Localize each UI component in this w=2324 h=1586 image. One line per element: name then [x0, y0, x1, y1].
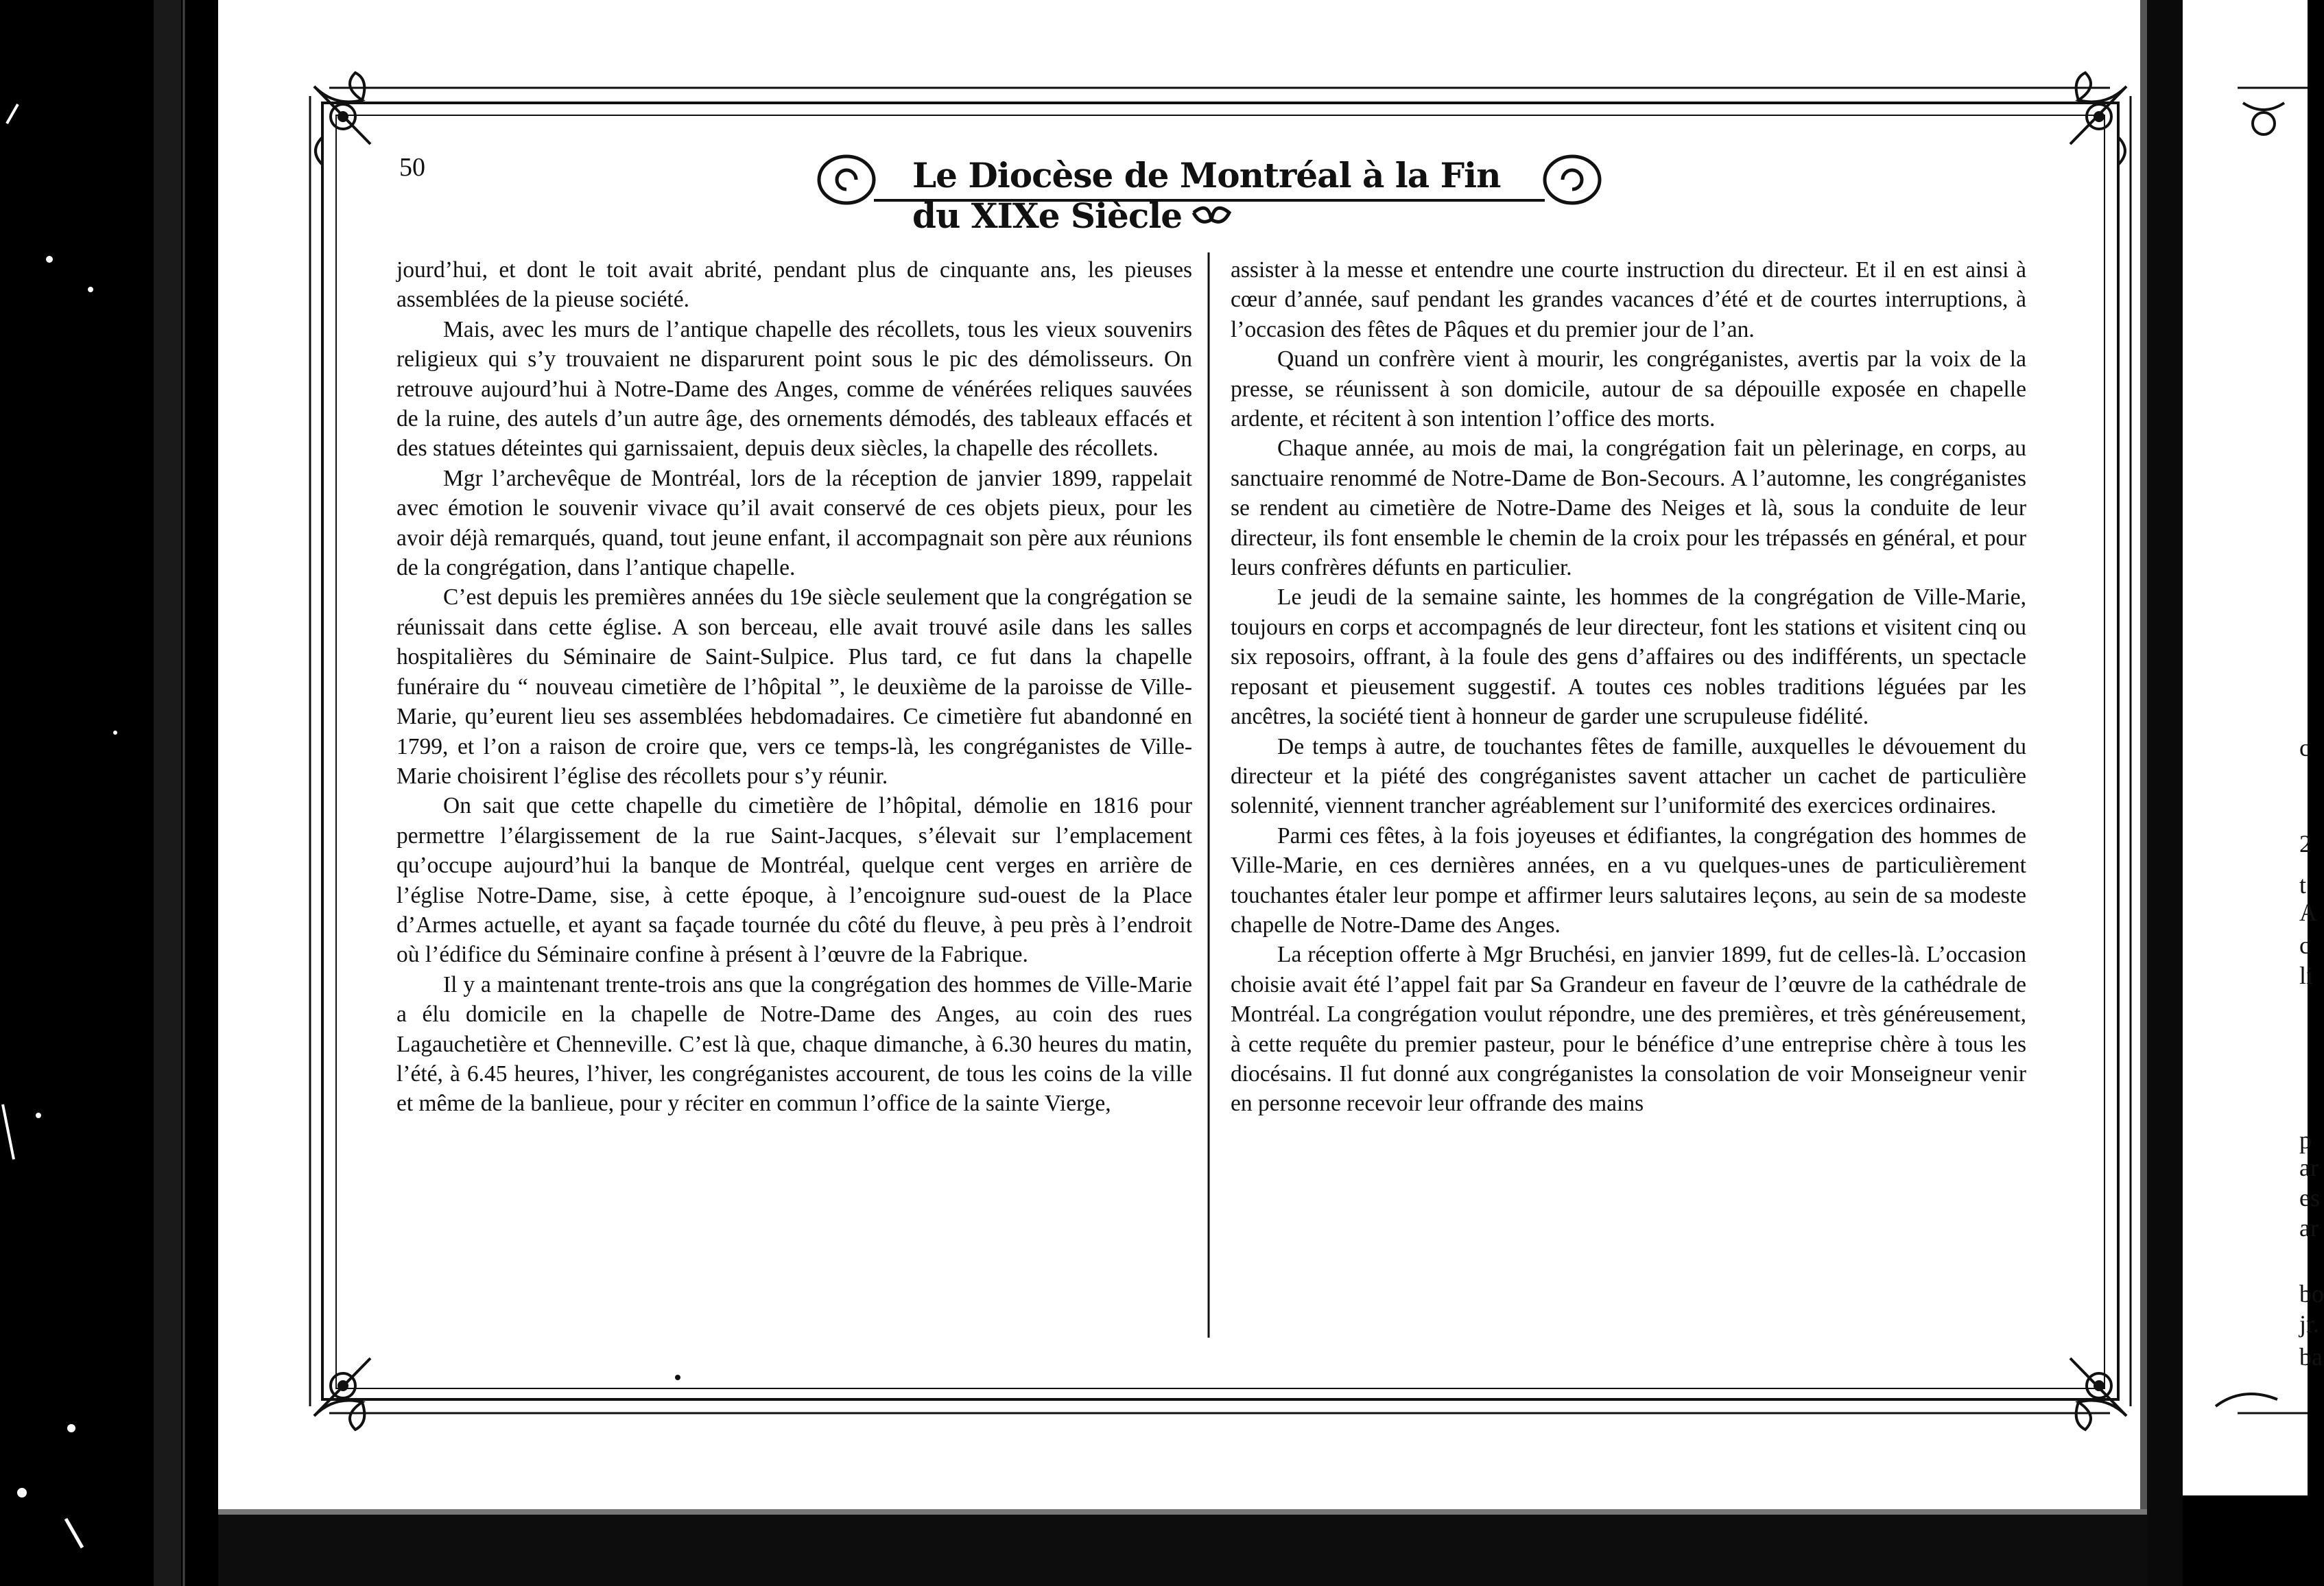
adjacent-fragment: c	[2299, 932, 2310, 959]
right-column	[1231, 255, 2026, 1119]
paragraph: Chaque année, au mois de mai, la congrégation fait un pèlerinage, en corps, au sanctuaire renommé de Notre-Dame de Bon-Secours. A l’automne, les congréganistes se rendent au cimetière de Notre-Dame des Neiges et là, sous la conduite de leur directeur, ils font ensemble le chemin de la croix pour les trépassés en général, et pour leurs confrères défunts en particulier.	[1231, 436, 2026, 581]
paragraph: Parmi ces fêtes, à la fois joyeuses et édifiantes, la congrégation des hommes de Ville-Marie, en ces dernières années, en a vu quelques-unes de particulièrement touchantes étaler leur pompe et affirmer leurs salutaires leçons, au sein de sa modeste chapelle de Notre-Dame des Anges.	[1231, 822, 2026, 938]
paragraph: Le jeudi de la semaine sainte, les hommes de la congrégation de Ville-Marie, toujours en corps et accompagnés de leur directeur, font les stations et visitent cinq ou six reposoirs, offrant, à la foule des gens d’affaires ou des indifférents, un spectacle reposant et pieusement suggestif. A toutes ces nobles traditions léguées par les ancêtres, la société tient à honneur de garder une scrupuleuse fidélité.	[1231, 584, 2026, 730]
binding-edge	[154, 0, 181, 1586]
paragraph: Mais, avec les murs de l’antique chapelle des récollets, tous les vieux souvenirs religieux qui s’y trouvaient ne disparurent point sous le pic des démolisseurs. On retrouve aujourd’hui à Notre-Dame des Anges, comme de vénérées reliques sauvées de la ruine, des autels d’un autre âge, des ornements démodés, des tableaux effacés et des statues déteintes qui garnissaient, depuis deux siècles, la chapelle des récollets.	[396, 316, 1192, 462]
paragraph: C’est depuis les premières années du 19e siècle seulement que la congrégation se réunissait dans cette église. A son berceau, elle avait trouvé asile dans les salles hospitalières du Séminaire de Saint-Sulpice. Plus tard, ce fut dans la chapelle funéraire du “ nouveau cimetière de l’hôpital ”, le deuxième de la paroisse de Ville-Marie, qu’eurent lieu ses assemblées hebdomadaires. Ce cimetière fut abandonné en 1799, et l’on a raison de croire que, vers ce temps-là, les congréganistes de Ville-Marie choisirent l’église des récollets pour s’y réunir.	[396, 584, 1192, 789]
adjacent-fragment: A	[2299, 899, 2317, 926]
adjacent-fragment: bo	[2299, 1280, 2324, 1307]
adjacent-fragment: li	[2299, 962, 2314, 989]
page-number: 50	[399, 153, 425, 182]
running-header-title: Le Diocèse de Montréal à la Fin du XIXe Siècle	[912, 155, 1501, 236]
adjacent-fragment: es	[2299, 1184, 2320, 1211]
adjacent-fragment: jr.	[2299, 1310, 2320, 1338]
paragraph: Il y a maintenant trente-trois ans que la congrégation des hommes de Ville-Marie a élu domicile en la chapelle de Notre-Dame des Anges, au coin des rues Lagauchetière et Chenneville. C’est là que, chaque dimanche, à 6.30 heures du matin, l’été, à 6.45 heures, l’hiver, les congréganistes accourent, de tous les coins de la ville et même de la banlieue, pour y réciter en commun l’office de la sainte Vierge,	[396, 971, 1192, 1117]
adjacent-fragment: ar	[2299, 1154, 2319, 1181]
adjacent-page-text	[2174, 0, 2324, 1586]
adjacent-fragment: ba	[2299, 1343, 2323, 1371]
adjacent-fragment: t	[2299, 871, 2307, 899]
paragraph: On sait que cette chapelle du cimetière de l’hôpital, démolie en 1816 pour permettre l’élargissement de la rue Saint-Jacques, s’élevait sur l’emplacement qu’occupe aujourd’hui la banque de Montréal, quelque cent verges en arrière de l’église Notre-Dame, sise, à cette époque, à l’encoignure sud-ouest de la Place d’Armes actuelle, et ayant sa façade tournée du côté du fleuve, à peu près à l’endroit où l’édifice du Séminaire confine à présent à l’œuvre de la Fabrique.	[396, 793, 1192, 968]
paragraph: jourd’hui, et dont le toit avait abrité, pendant plus de cinquante ans, les pieuses assemblées de la pieuse société.	[396, 257, 1192, 313]
paragraph: assister à la messe et entendre une courte instruction du directeur. Et il en est ainsi à cœur d’année, sauf pendant les grandes vacances d’été et de courtes interruptions, à l’occasion des fêtes de Pâques et du premier jour de l’an.	[1231, 257, 2026, 342]
paragraph: Mgr l’archevêque de Montréal, lors de la réception de janvier 1899, rappelait avec émotion le souvenir vivace qu’il avait conservé de ces objets pieux, pour les avoir déjà remarqués, quand, tout jeune enfant, il accompagnait son père aux réunions de la congrégation, dans l’antique chapelle.	[396, 465, 1192, 581]
adjacent-fragment: 2	[2299, 830, 2312, 857]
adjacent-fragment: c	[2299, 734, 2310, 761]
paragraph: Quand un confrère vient à mourir, les congréganistes, avertis par la voix de la presse, se réunissent à son domicile, autour de sa dépouille exposée en chapelle ardente, et récitent à son intention l’office des morts.	[1231, 346, 2026, 432]
adjacent-fragment: p	[2299, 1126, 2312, 1154]
left-column	[396, 255, 1192, 1119]
adjacent-fragment: ar	[2299, 1214, 2319, 1242]
paragraph: La réception offerte à Mgr Bruchési, en janvier 1899, fut de celles-là. L’occasion choisie avait été l’appel fait par Sa Grandeur en faveur de l’œuvre de la cathédrale de Montréal. La congrégation voulut répondre, une des premières, et très généreusement, à cette requête du premier pasteur, pour le bénéfice d’une entreprise chère à tous les diocésains. Il fut donné aux congréganistes la consolation de voir Monseigneur venir en personne recevoir leur offrande des mains	[1231, 942, 2026, 1117]
paragraph: De temps à autre, de touchantes fêtes de famille, auxquelles le dévouement du directeur et la piété des congréganistes savent attacher un cachet de particulière solennité, viennent trancher agréablement sur l’uniformité des exercices ordinaires.	[1231, 733, 2026, 819]
